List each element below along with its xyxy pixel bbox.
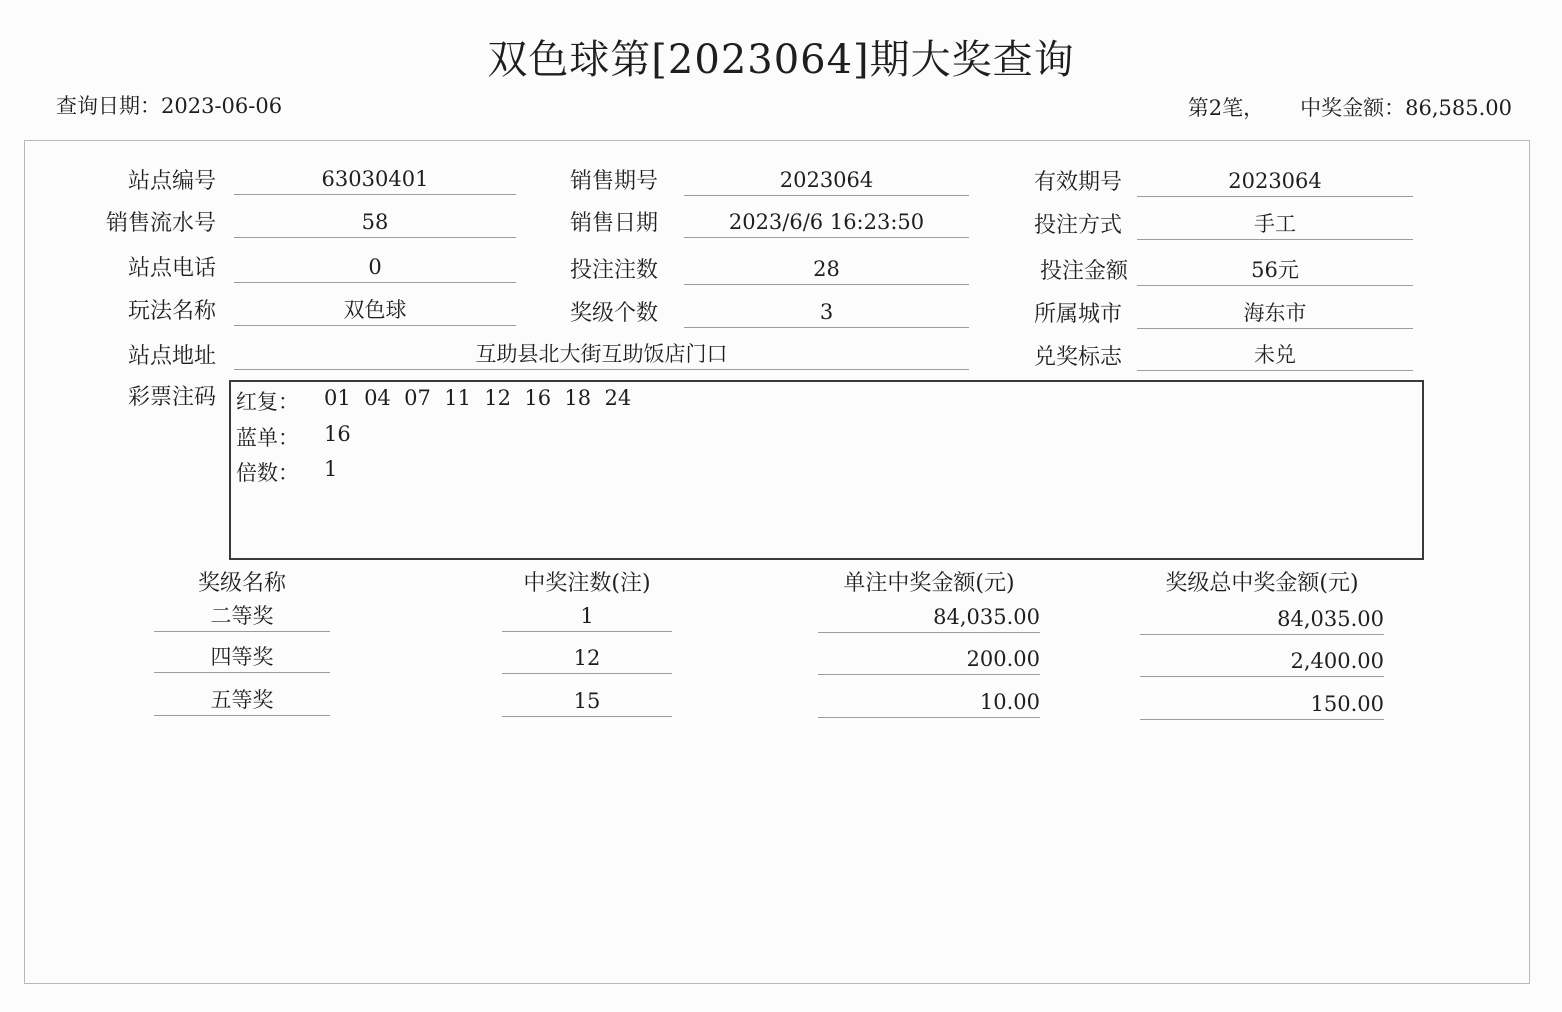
multiple-value: 1 <box>324 457 338 481</box>
station-phone-value: 0 <box>234 252 516 283</box>
query-date: 查询日期：2023-06-06 <box>56 94 283 118</box>
sale-issue-value: 2023064 <box>684 165 969 196</box>
blue-ball-row <box>236 422 351 452</box>
serial-no-value: 58 <box>234 207 516 238</box>
win-count: 15 <box>502 686 672 717</box>
total-amount: 150.00 <box>1140 689 1384 720</box>
ticket-box <box>229 380 1424 560</box>
header-prize-name: 奖级名称 <box>197 571 286 596</box>
address-value: 互助县北大街互助饭店门口 <box>234 339 969 370</box>
header-unit-amount: 单注中奖金额(元) <box>843 571 1015 596</box>
game-name-label: 玩法名称 <box>127 299 216 324</box>
redeem-flag-label: 兑奖标志 <box>1033 345 1122 370</box>
multiple-label: 倍数： <box>236 461 299 485</box>
valid-issue-value: 2023064 <box>1137 166 1413 197</box>
winning-total: 中奖金额：86,585.00 <box>1300 96 1512 120</box>
sale-issue-label: 销售期号 <box>569 169 658 194</box>
header-win-count: 中奖注数(注) <box>523 571 651 596</box>
city-label: 所属城市 <box>1033 302 1122 327</box>
station-no-value: 63030401 <box>234 164 516 195</box>
unit-amount: 10.00 <box>818 687 1040 718</box>
total-amount: 2,400.00 <box>1140 646 1384 677</box>
bet-mode-label: 投注方式 <box>1033 213 1122 238</box>
bet-count-value: 28 <box>684 254 969 285</box>
blue-ball-value: 16 <box>324 422 351 446</box>
record-count: 第2笔， <box>1187 96 1265 120</box>
blue-ball-label: 蓝单： <box>236 426 299 450</box>
game-name-value: 双色球 <box>234 295 516 326</box>
redeem-flag-value: 未兑 <box>1137 340 1413 371</box>
city-value: 海东市 <box>1137 298 1413 329</box>
sale-date-value: 2023/6/6 16:23:50 <box>684 207 969 238</box>
sale-date-label: 销售日期 <box>569 211 658 236</box>
prize-name: 二等奖 <box>154 601 330 632</box>
prize-levels-label: 奖级个数 <box>569 301 658 326</box>
unit-amount: 200.00 <box>818 644 1040 675</box>
summary <box>1188 92 1512 122</box>
page-title: 双色球第[2023064]期大奖查询 <box>487 37 1075 83</box>
bet-mode-value: 手工 <box>1137 209 1413 240</box>
serial-no-label: 销售流水号 <box>105 211 216 236</box>
red-balls-label: 红复： <box>236 390 299 414</box>
header-total-amount: 奖级总中奖金额(元) <box>1165 571 1359 596</box>
multiple-row <box>236 457 338 487</box>
total-amount: 84,035.00 <box>1140 604 1384 635</box>
address-label: 站点地址 <box>127 344 216 369</box>
unit-amount: 84,035.00 <box>818 602 1040 633</box>
bet-amount-label: 投注金额 <box>1039 259 1128 284</box>
red-balls-row <box>236 386 632 416</box>
win-count: 12 <box>502 643 672 674</box>
bet-amount-value: 56元 <box>1137 255 1413 286</box>
valid-issue-label: 有效期号 <box>1033 170 1122 195</box>
station-no-label: 站点编号 <box>127 169 216 194</box>
station-phone-label: 站点电话 <box>127 256 216 281</box>
ticket-label: 彩票注码 <box>127 385 216 410</box>
win-count: 1 <box>502 601 672 632</box>
prize-levels-value: 3 <box>684 297 969 328</box>
prize-name: 四等奖 <box>154 642 330 673</box>
bet-count-label: 投注注数 <box>569 258 658 283</box>
red-balls-value: 01 04 07 11 12 16 18 24 <box>324 386 632 410</box>
prize-name: 五等奖 <box>154 685 330 716</box>
